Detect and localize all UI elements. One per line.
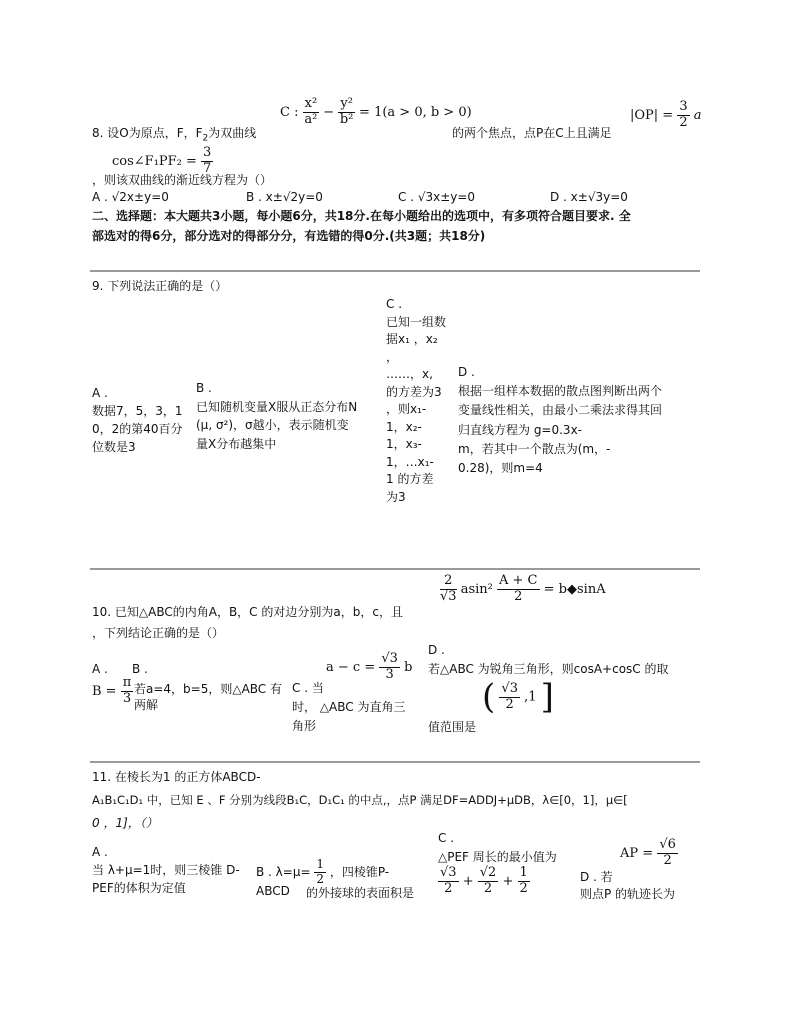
q10-d-fraction xyxy=(499,682,520,713)
q10-option-d-range xyxy=(482,677,554,717)
q8-option-b[interactable]: B . x±√2y=0 xyxy=(246,190,323,204)
q10-c-b: b xyxy=(404,659,413,675)
q11-option-c-text[interactable]: △PEF 周长的最小值为 xyxy=(438,850,557,864)
q11-d-num: √6 xyxy=(659,837,676,852)
q11-b-text3: 的外接球的表面积是 xyxy=(306,886,415,900)
hyperbola-x-fraction xyxy=(303,97,320,128)
q10-b-lhs: B = xyxy=(92,683,117,699)
q8-stem-prefix xyxy=(92,124,256,143)
q11-stem-line2: A₁B₁C₁D₁ 中，已知 E 、F 分别为线段B₁C，D₁C₁ 的中点,，点P 满足DF=ADDJ+μDB，λ∈[0，1]，μ∈[ xyxy=(92,793,628,807)
hyperbola-equation xyxy=(280,97,472,128)
op-num: 3 xyxy=(679,99,688,114)
q11-stem-line1: 11. 在棱长为1 的正方体ABCD- xyxy=(92,770,261,784)
q10-option-d-label[interactable]: D . xyxy=(428,643,445,657)
q11-option-a[interactable]: A . 当 λ+μ=1时，则三棱锥 D- PEF的体积为定值 xyxy=(92,845,240,895)
q10-option-c[interactable]: C . 当 时， △ABC 为直角三 角形 xyxy=(292,681,406,734)
q11-b-den: 2 xyxy=(316,871,324,886)
cos-lhs: cos∠F₁PF₂ = xyxy=(112,153,197,169)
q10-eq-angle-fraction xyxy=(497,574,540,605)
q10-option-d-text[interactable]: 若△ABC 为锐角三角形，则cosA+cosC 的取 xyxy=(428,662,669,676)
q11-c-frac3 xyxy=(518,866,530,897)
q11-b-fraction xyxy=(314,858,326,887)
q9-option-b[interactable] xyxy=(196,379,386,453)
q11-d-fraction xyxy=(657,838,678,869)
q11-option-c-sum xyxy=(438,866,530,897)
op-a: a xyxy=(693,107,702,123)
q10-eq-fden: 2 xyxy=(514,588,523,604)
q10-b-den: 3 xyxy=(122,690,132,706)
right-bracket-icon: ] xyxy=(540,677,554,717)
q10-eq-mid: asin² xyxy=(460,581,493,597)
q10-option-d-range-label: 值范围是 xyxy=(428,720,477,734)
hyperbola-x-num: x² xyxy=(304,96,318,111)
q10-option-b-equation xyxy=(92,676,133,707)
q8-prefix-text: 8. 设O为原点，F，F xyxy=(92,126,203,140)
q10-eq-fnum: A + C xyxy=(499,573,538,588)
q11-b-num: 1 xyxy=(316,857,324,871)
q11-c-plus2: + xyxy=(502,873,514,889)
q10-eq-num: 2 xyxy=(440,574,457,590)
hyperbola-y-den: b² xyxy=(339,111,354,127)
hyperbola-x-den: a² xyxy=(304,111,318,127)
cos-den: 7 xyxy=(203,160,212,176)
q9-option-d[interactable]: D . 根据一组样本数据的散点图判断出两个 变量线性相关，由最小二乘法求得其回 归直线方程为 g=0.3x- m，若其中一个散点为(m，- 0.28)，则m=4 xyxy=(458,365,663,475)
q10-c-lhs: a − c = xyxy=(326,659,376,675)
q10-b-fraction xyxy=(121,676,134,707)
q9-option-b-line3: 量X分布越集中 xyxy=(196,436,277,451)
hyperbola-y-fraction xyxy=(338,97,355,128)
q11-option-d-condition xyxy=(620,838,678,869)
q11-option-b[interactable] xyxy=(256,858,389,887)
q10-eq-den: √3 xyxy=(440,588,457,604)
q8-prefix-sub: 2 xyxy=(202,133,209,144)
q11-option-c-label[interactable]: C . xyxy=(438,831,455,845)
q11-stem-line3: 0 ，1]，（） xyxy=(92,816,158,830)
q10-option-a[interactable]: A . xyxy=(92,662,108,676)
cos-num: 3 xyxy=(203,145,212,160)
q8-option-a[interactable]: A . √2x±y=0 xyxy=(92,190,169,204)
q10-d-tail: ,1 xyxy=(524,689,537,705)
divider-2 xyxy=(90,568,700,570)
q11-c-f3n: 1 xyxy=(519,865,528,880)
section2-line1: 二、选择题：本大题共3小题，每小题6分，共18分.在每小题给出的选项中，有多项符合题目要求. 全 xyxy=(92,209,631,223)
q10-c-den: 3 xyxy=(385,666,394,682)
q8-option-d[interactable]: D . x±√3y=0 xyxy=(550,190,628,204)
q11-c-f1d: 2 xyxy=(444,880,453,896)
q10-condition-equation xyxy=(440,574,606,605)
q10-option-b-text1[interactable]: 若a=4，b=5，则△ABC 有 xyxy=(134,682,283,696)
q10-stem-suffix: ，下列结论正确的是（） xyxy=(92,626,225,640)
q10-option-b-text2[interactable]: 两解 xyxy=(134,698,159,712)
q8-prefix-mid: 为双曲线 xyxy=(208,126,257,140)
q9-option-b-line2: (μ, σ²)，σ越小，表示随机变 xyxy=(196,418,349,433)
q11-c-frac1 xyxy=(438,866,459,897)
q8-after-curve: 的两个焦点，点P在C上且满足 xyxy=(452,126,612,140)
op-condition xyxy=(630,100,702,131)
q10-c-num: √3 xyxy=(381,651,398,666)
q10-d-num: √3 xyxy=(501,680,518,696)
q10-d-den: 2 xyxy=(505,696,514,712)
hyperbola-rest: = 1(a > 0, b > 0) xyxy=(359,104,472,120)
q11-d-lhs: AP = xyxy=(620,845,654,861)
q11-c-f2d: 2 xyxy=(483,880,493,896)
q8-asymptote-question: ，则该双曲线的渐近线方程为（） xyxy=(92,173,273,187)
q11-b-prefix: B . λ=μ= xyxy=(256,864,311,879)
q9-option-a[interactable]: A . 数据7，5，3，1 0，2的第40百分 位数是3 xyxy=(92,386,183,454)
q8-option-c[interactable]: C . √3x±y=0 xyxy=(398,190,476,204)
q11-b-text1: ，四棱锥P- xyxy=(329,864,390,879)
q11-c-plus1: + xyxy=(462,873,474,889)
op-den: 2 xyxy=(679,114,688,130)
q10-eq-coef-fraction xyxy=(440,574,457,605)
q11-option-d-label[interactable]: D . 若 xyxy=(580,870,613,884)
q11-option-d-text[interactable]: 则点P 的轨迹长为 xyxy=(580,887,676,901)
q11-c-frac2 xyxy=(478,866,499,897)
q10-stem-prefix: 10. 已知△ABC的内角A，B，C 的对边分别为a，b，c，且 xyxy=(92,605,403,619)
q11-c-f1n: √3 xyxy=(440,865,457,880)
divider-1 xyxy=(90,270,700,272)
left-paren-icon: ( xyxy=(482,677,496,717)
hyperbola-minus: − xyxy=(323,104,335,120)
q9-stem: 9. 下列说法正确的是（） xyxy=(92,279,228,293)
q11-c-f3d: 2 xyxy=(519,880,528,896)
q11-d-den: 2 xyxy=(663,852,672,868)
q10-eq-rhs: = b◆sinA xyxy=(543,581,606,597)
q11-c-f2n: √2 xyxy=(479,865,497,880)
q10-option-b-label[interactable]: B . xyxy=(132,662,148,676)
q10-b-num: π xyxy=(122,675,132,690)
section2-line2: 部选对的得6分，部分选对的得部分分，有选错的得0分.(共3题；共18分) xyxy=(92,229,486,243)
divider-3 xyxy=(90,761,700,763)
hyperbola-c: C : xyxy=(280,104,299,120)
q9-option-b-label: B . xyxy=(196,381,212,395)
op-lhs: |OP| = xyxy=(630,107,674,123)
hyperbola-y-num: y² xyxy=(340,96,353,111)
q11-b-text2: ABCD xyxy=(256,884,290,898)
q9-option-b-line1: 已知随机变量X服从正态分布N xyxy=(196,399,358,414)
q9-option-c[interactable]: C . 已知一组数 据x₁ ，x₂ ， ……，x, 的方差为3 ，则x₁- 1，x₂- 1，x₃- 1，…x₁- 1 的方差 为3 xyxy=(386,297,447,504)
op-fraction xyxy=(677,100,689,131)
